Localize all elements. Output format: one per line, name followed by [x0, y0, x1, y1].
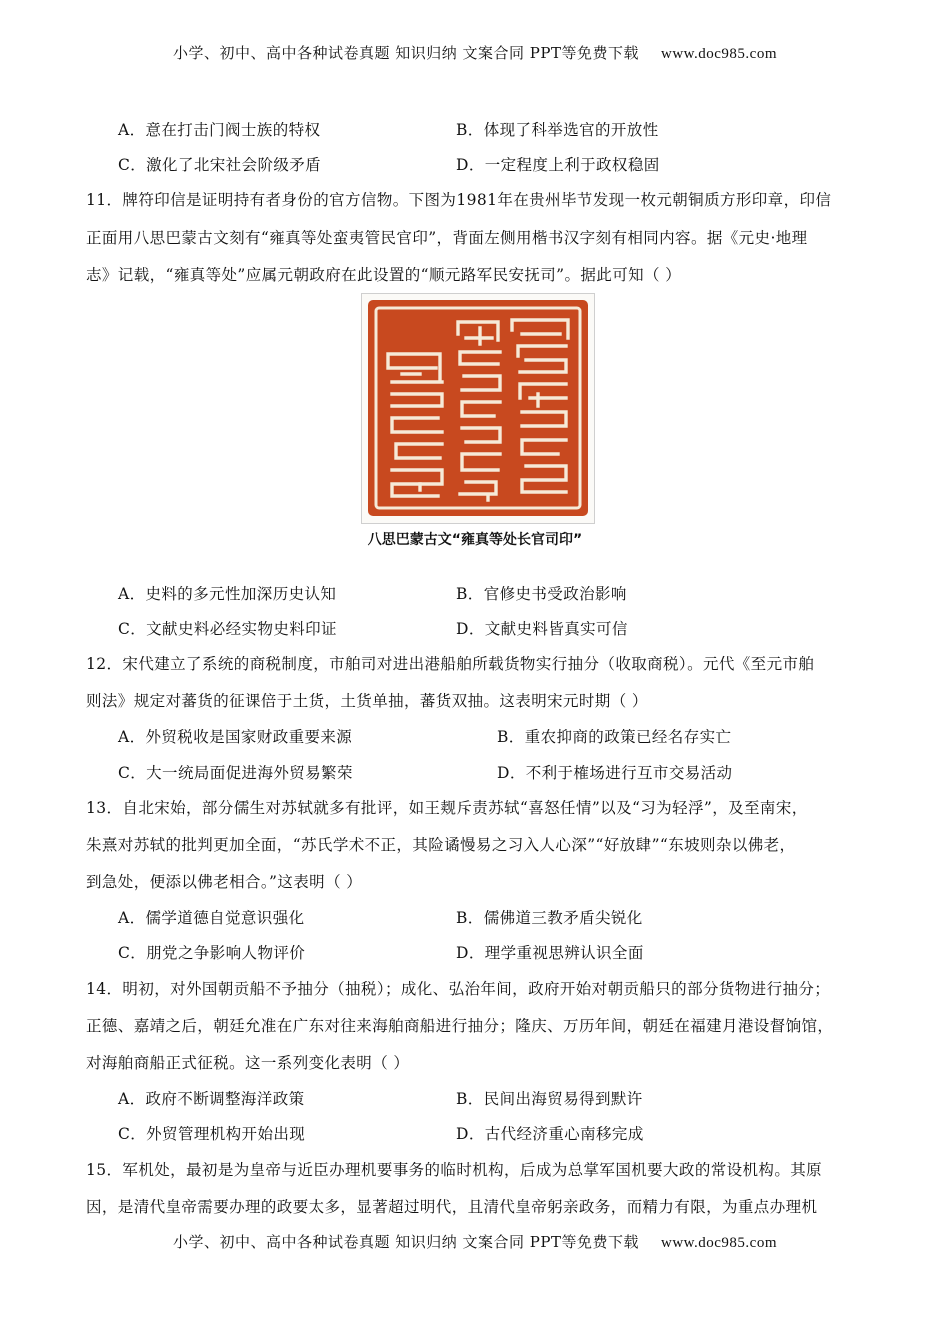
- q11-option-b: B．官修史书受政治影响: [456, 585, 627, 603]
- q11-option-d: D．文献史料皆真实可信: [456, 620, 628, 638]
- q12-option-a: A．外贸税收是国家财政重要来源: [118, 728, 353, 746]
- q13-option-b: B．儒佛道三教矛盾尖锐化: [456, 909, 643, 927]
- q13-option-a: A．儒学道德自觉意识强化: [118, 909, 305, 927]
- q14-stem-line-1: 14．明初，对外国朝贡船不予抽分（抽税）；成化、弘治年间，政府开始对朝贡船只的部分货物进行抽分；: [86, 980, 831, 998]
- q12-option-b: B．重农抑商的政策已经名存实亡: [497, 728, 732, 746]
- footer-site-link[interactable]: www.doc985.com: [660, 1235, 777, 1251]
- q13-stem-line-3: 到急处，便添以佛老相合。”这表明（ ）: [86, 873, 363, 891]
- q10-option-b: B．体现了科举选官的开放性: [456, 121, 659, 139]
- q10-option-d: D．一定程度上利于政权稳固: [456, 156, 660, 174]
- page-header: [0, 42, 950, 63]
- q14-option-c: C．外贸管理机构开始出现: [118, 1125, 306, 1143]
- q14-stem-line-3: 对海舶商船正式征税。这一系列变化表明（ ）: [86, 1054, 410, 1072]
- q14-stem-line-2: 正德、嘉靖之后，朝廷允准在广东对往来海舶商船进行抽分；隆庆、万历年间，朝廷在福建月港设督饷馆，: [86, 1017, 834, 1035]
- q11-stem-line-2: 正面用八思巴蒙古文刻有“雍真等处蛮夷管民官印”，背面左侧用楷书汉字刻有相同内容。据《元史·地理: [86, 229, 808, 247]
- page-footer: [0, 1231, 950, 1252]
- seal-figure: [361, 293, 595, 524]
- q14-option-d: D．古代经济重心南移完成: [456, 1125, 644, 1143]
- q11-option-c: C．文献史料必经实物史料印证: [118, 620, 337, 638]
- q15-stem-line-1: 15．军机处，最初是为皇帝与近臣办理机要事务的临时机构，后成为总掌军国机要大政的常设机构。其原: [86, 1161, 823, 1179]
- q11-option-a: A．史料的多元性加深历史认知: [118, 585, 337, 603]
- q11-stem-line-1: 11．牌符印信是证明持有者身份的官方信物。下图为1981年在贵州毕节发现一枚元朝铜质方形印章，印信: [86, 191, 832, 209]
- q15-stem-line-2: 因，是清代皇帝需要办理的政要太多，显著超过明代，且清代皇帝躬亲政务，而精力有限，为重点办理机: [86, 1198, 818, 1216]
- q13-stem-line-2: 朱熹对苏轼的批判更加全面，“苏氏学术不正，其险谲慢易之习入人心深”“好放肆”“东坡则杂以佛老，: [86, 836, 796, 854]
- q11-stem-line-3: 志》记载，“雍真等处”应属元朝政府在此设置的“顺元路军民安抚司”。据此可知（ ）: [86, 266, 682, 284]
- q13-option-d: D．理学重视思辨认识全面: [456, 944, 644, 962]
- q14-option-a: A．政府不断调整海洋政策: [118, 1090, 305, 1108]
- q12-stem-line-1: 12．宋代建立了系统的商税制度，市舶司对进出港船舶所载货物实行抽分（收取商税）。元代《至元市舶: [86, 655, 815, 673]
- seal-image: [362, 294, 594, 523]
- q12-option-d: D．不利于榷场进行互市交易活动: [497, 764, 733, 782]
- figure-caption: 八思巴蒙古文“雍真等处长官司印”: [367, 532, 583, 548]
- header-text: 小学、初中、高中各种试卷真题 知识归纳 文案合同 PPT等免费下载: [172, 44, 639, 62]
- q14-option-b: B．民间出海贸易得到默许: [456, 1090, 643, 1108]
- q13-option-c: C．朋党之争影响人物评价: [118, 944, 306, 962]
- q10-option-a: A．意在打击门阀士族的特权: [118, 121, 321, 139]
- q13-stem-line-1: 13．自北宋始，部分儒生对苏轼就多有批评，如王觌斥责苏轼“喜怒任情”以及“习为轻浮”，及至南宋，: [86, 799, 808, 817]
- header-site-link[interactable]: www.doc985.com: [660, 46, 777, 62]
- q10-option-c: C．激化了北宋社会阶级矛盾: [118, 156, 322, 174]
- q12-stem-line-2: 则法》规定对蕃货的征课倍于土货，土货单抽，蕃货双抽。这表明宋元时期（ ）: [86, 692, 648, 710]
- q12-option-c: C．大一统局面促进海外贸易繁荣: [118, 764, 353, 782]
- footer-text: 小学、初中、高中各种试卷真题 知识归纳 文案合同 PPT等免费下载: [172, 1233, 639, 1251]
